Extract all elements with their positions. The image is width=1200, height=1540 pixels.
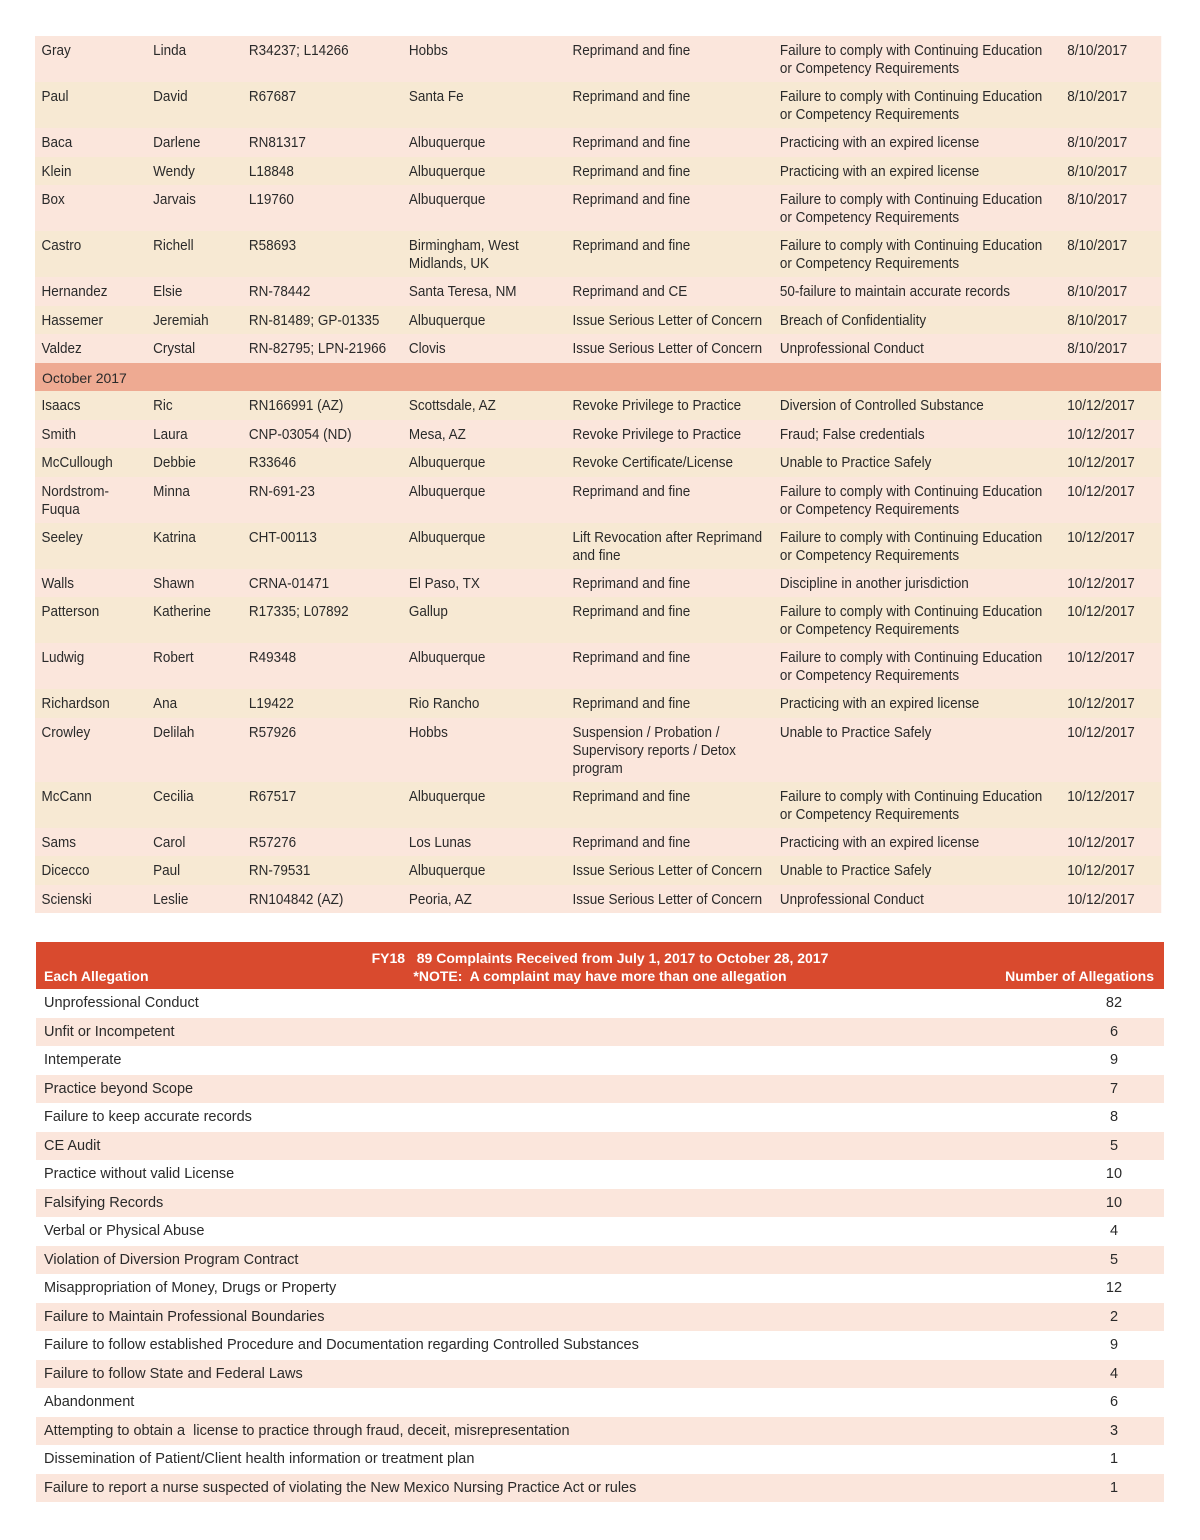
table-row — [35, 420, 1161, 449]
cell-license: RN-81489; GP-01335 — [248, 312, 380, 329]
cell-last: Dicecco — [41, 863, 90, 879]
cell-reason: Unable to Practice Safely — [779, 455, 932, 471]
allegation-row — [36, 1103, 1164, 1132]
cell-action: Revoke Privilege to Practice — [572, 398, 742, 414]
cell-first: David — [153, 89, 188, 105]
cell-first: Katherine — [153, 604, 211, 620]
cell-first: Shawn — [153, 575, 195, 592]
allegation-row — [36, 989, 1164, 1018]
cell-action: Reprimand and fine — [572, 604, 691, 620]
cell-first: Wendy — [153, 163, 195, 180]
cell-date: 10/12/2017 — [1067, 891, 1135, 908]
table-row — [35, 523, 1161, 569]
allegation-label: Falsifying Records — [44, 1194, 164, 1211]
cell-reason: Unable to Practice Safely — [779, 863, 932, 879]
cell-action: Reprimand and fine — [572, 135, 691, 151]
cell-last: Sams — [41, 834, 76, 851]
allegation-label: Unprofessional Conduct — [44, 995, 199, 1012]
cell-first: Paul — [153, 863, 181, 879]
cell-last: Hernandez — [41, 284, 108, 300]
month-header-row: October 2017 — [35, 363, 1161, 392]
allegations-table — [36, 942, 1164, 1502]
cell-date: 8/10/2017 — [1067, 238, 1128, 254]
allegation-label: Intemperate — [44, 1052, 122, 1069]
cell-license: L18848 — [248, 163, 294, 180]
allegation-count: 12 — [1105, 1280, 1123, 1297]
table-row — [35, 597, 1161, 643]
cell-license: RN-691-23 — [248, 483, 315, 500]
cell-date: 10/12/2017 — [1067, 483, 1135, 500]
cell-first: Ana — [153, 696, 178, 712]
cell-license: R57926 — [248, 724, 297, 741]
cell-last: Hassemer — [41, 312, 103, 329]
allegation-label: Misappropriation of Money, Drugs or Property — [44, 1280, 337, 1297]
cell-action: Issue Serious Letter of Concern — [572, 341, 763, 357]
cell-last: Richardson — [41, 696, 110, 712]
cell-last: Castro — [41, 238, 82, 254]
cell-first: Jarvais — [153, 192, 196, 208]
cell-date: 10/12/2017 — [1067, 834, 1135, 851]
table-row — [35, 885, 1161, 914]
table-row — [35, 334, 1161, 363]
allegation-count: 10 — [1105, 1194, 1123, 1211]
cell-city: Albuquerque — [408, 163, 486, 180]
cell-date: 8/10/2017 — [1067, 89, 1128, 105]
cell-first: Laura — [153, 426, 188, 443]
allegation-count: 6 — [1109, 1394, 1119, 1411]
cell-last: Gray — [41, 43, 71, 59]
cell-city: Hobbs — [408, 43, 448, 59]
cell-action: Reprimand and fine — [572, 696, 691, 712]
allegation-label: Practice without valid License — [44, 1166, 235, 1183]
cell-date: 10/12/2017 — [1067, 529, 1135, 546]
table-row — [35, 36, 1161, 82]
cell-action: Reprimand and fine — [572, 650, 691, 666]
cell-license: RN166991 (AZ) — [248, 398, 344, 414]
cell-city: Albuquerque — [408, 455, 486, 471]
cell-date: 8/10/2017 — [1067, 284, 1128, 300]
cell-first: Katrina — [153, 529, 196, 546]
allegation-label: Failure to Maintain Professional Boundaries — [44, 1308, 325, 1325]
cell-city: Clovis — [408, 341, 446, 357]
allegation-count: 4 — [1109, 1365, 1119, 1382]
cell-action: Issue Serious Letter of Concern — [572, 863, 763, 879]
allegation-label: Verbal or Physical Abuse — [44, 1223, 205, 1240]
cell-city: Los Lunas — [408, 834, 472, 851]
cell-last: Seeley — [41, 529, 83, 546]
cell-city: Peoria, AZ — [408, 891, 472, 908]
disciplinary-actions-table — [35, 36, 1161, 913]
cell-reason: Unprofessional Conduct — [779, 891, 924, 908]
allegation-row — [36, 1189, 1164, 1218]
cell-reason: Practicing with an expired license — [779, 696, 980, 712]
allegation-row — [36, 1274, 1164, 1303]
allegation-count: 3 — [1109, 1422, 1119, 1439]
cell-city: Albuquerque — [408, 135, 486, 151]
cell-date: 10/12/2017 — [1067, 575, 1135, 592]
table-row — [35, 718, 1161, 782]
cell-city: Scottsdale, AZ — [408, 398, 496, 414]
cell-license: CRNA-01471 — [248, 575, 330, 592]
allegation-count: 7 — [1109, 1080, 1119, 1097]
allegation-label: Abandonment — [44, 1394, 135, 1411]
cell-city: Hobbs — [408, 724, 448, 741]
cell-license: L19760 — [248, 192, 294, 208]
allegation-label: Violation of Diversion Program Contract — [44, 1251, 299, 1268]
cell-reason: Failure to comply with Continuing Education or Competency Requirements — [779, 192, 1043, 226]
allegations-header-title-line2: *NOTE: A complaint may have more than one allegation — [413, 968, 787, 984]
table-row — [35, 82, 1161, 128]
cell-last: Ludwig — [41, 650, 85, 666]
allegation-row — [36, 1445, 1164, 1474]
cell-action: Reprimand and fine — [572, 483, 691, 500]
allegation-count: 4 — [1109, 1223, 1119, 1240]
cell-date: 8/10/2017 — [1067, 192, 1128, 208]
cell-first: Delilah — [153, 724, 195, 741]
cell-last: Smith — [41, 426, 76, 443]
cell-action: Suspension / Probation / Supervisory reports / Detox program — [572, 724, 736, 777]
cell-last: Crowley — [41, 724, 91, 741]
allegation-row — [36, 1160, 1164, 1189]
cell-reason: Failure to comply with Continuing Education or Competency Requirements — [779, 604, 1043, 638]
allegation-row — [36, 1075, 1164, 1104]
cell-reason: Unprofessional Conduct — [779, 341, 924, 357]
cell-reason: Failure to comply with Continuing Education or Competency Requirements — [779, 238, 1043, 272]
cell-license: RN-82795; LPN-21966 — [248, 341, 387, 357]
cell-last: Klein — [41, 163, 72, 180]
cell-license: CHT-00113 — [248, 529, 317, 546]
cell-date: 10/12/2017 — [1067, 604, 1135, 620]
cell-action: Revoke Privilege to Practice — [572, 426, 742, 443]
allegation-row — [36, 1246, 1164, 1275]
cell-first: Robert — [153, 650, 194, 666]
cell-license: R49348 — [248, 650, 297, 666]
cell-reason: Diversion of Controlled Substance — [779, 398, 984, 414]
cell-city: Albuquerque — [408, 863, 486, 879]
cell-last: McCullough — [41, 455, 113, 471]
cell-last: Scienski — [41, 891, 92, 908]
cell-action: Revoke Certificate/License — [572, 455, 733, 471]
cell-license: RN-79531 — [248, 863, 311, 879]
allegation-count: 6 — [1109, 1023, 1119, 1040]
cell-last: Paul — [41, 89, 69, 105]
cell-action: Reprimand and fine — [572, 89, 691, 105]
allegation-label: Failure to report a nurse suspected of violating the New Mexico Nursing Practice Act or rules — [44, 1479, 637, 1496]
cell-last: McCann — [41, 788, 92, 805]
allegation-count: 1 — [1109, 1451, 1119, 1468]
cell-date: 8/10/2017 — [1067, 341, 1128, 357]
cell-license: RN-78442 — [248, 284, 311, 300]
cell-city: Albuquerque — [408, 192, 486, 208]
cell-date: 10/12/2017 — [1067, 788, 1135, 805]
allegation-label: Unfit or Incompetent — [44, 1023, 175, 1040]
allegation-row — [36, 1360, 1164, 1389]
cell-last: Valdez — [41, 341, 82, 357]
cell-license: R33646 — [248, 455, 297, 471]
cell-action: Reprimand and fine — [572, 192, 691, 208]
cell-city: Albuquerque — [408, 529, 486, 546]
table-row — [35, 828, 1161, 857]
cell-city: Mesa, AZ — [408, 426, 466, 443]
allegation-label: Failure to keep accurate records — [44, 1109, 252, 1126]
table-row — [35, 569, 1161, 598]
cell-action: Lift Revocation after Reprimand and fine — [572, 529, 763, 564]
cell-reason: Unable to Practice Safely — [779, 724, 932, 741]
cell-date: 10/12/2017 — [1067, 455, 1135, 471]
cell-reason: Failure to comply with Continuing Education or Competency Requirements — [779, 788, 1043, 823]
allegations-header-title-line1: FY18 89 Complaints Received from July 1, 2017 to October 28, 2017 — [371, 950, 829, 966]
cell-date: 8/10/2017 — [1067, 312, 1128, 329]
allegation-label: Failure to follow established Procedure and Documentation regarding Controlled Substances — [44, 1337, 639, 1354]
allegations-header-left: Each Allegation — [44, 968, 149, 984]
cell-license: RN104842 (AZ) — [248, 891, 344, 908]
table-row — [35, 856, 1161, 885]
cell-license: R34237; L14266 — [248, 43, 349, 59]
cell-license: R67517 — [248, 788, 297, 805]
allegation-row — [36, 1303, 1164, 1332]
cell-action: Reprimand and fine — [572, 43, 691, 59]
allegation-row — [36, 1331, 1164, 1360]
allegation-count: 9 — [1109, 1337, 1119, 1354]
table-row — [35, 306, 1161, 335]
allegation-count: 5 — [1109, 1251, 1119, 1268]
cell-city: Albuquerque — [408, 788, 486, 805]
cell-last: Walls — [41, 575, 74, 592]
allegations-body — [36, 989, 1164, 1502]
allegation-row — [36, 1388, 1164, 1417]
table-row — [35, 185, 1161, 231]
cell-first: Linda — [153, 43, 187, 59]
table-row — [35, 643, 1161, 689]
cell-last: Baca — [41, 135, 73, 151]
cell-first: Elsie — [153, 284, 183, 300]
cell-first: Debbie — [153, 455, 196, 471]
cell-license: CNP-03054 (ND) — [248, 426, 352, 443]
cell-first: Crystal — [153, 341, 196, 357]
allegations-header — [36, 942, 1164, 989]
cell-action: Reprimand and fine — [572, 238, 691, 254]
cell-reason: Failure to comply with Continuing Education or Competency Requirements — [779, 650, 1043, 684]
cell-date: 8/10/2017 — [1067, 135, 1128, 151]
table-row — [35, 782, 1161, 828]
allegation-count: 2 — [1109, 1308, 1119, 1325]
table-row — [35, 277, 1161, 306]
allegation-count: 5 — [1109, 1137, 1119, 1154]
cell-reason: Practicing with an expired license — [779, 163, 980, 180]
allegations-header-title — [36, 949, 1164, 985]
table-row — [35, 448, 1161, 477]
cell-city: Santa Teresa, NM — [408, 284, 517, 300]
cell-reason: Breach of Confidentiality — [779, 312, 927, 329]
cell-action: Issue Serious Letter of Concern — [572, 891, 763, 908]
table-row — [35, 231, 1161, 277]
cell-first: Minna — [153, 483, 190, 500]
table-row — [35, 391, 1161, 420]
cell-reason: Failure to comply with Continuing Education or Competency Requirements — [779, 89, 1043, 123]
cell-city: Rio Rancho — [408, 696, 480, 712]
cell-reason: Practicing with an expired license — [779, 834, 980, 851]
allegation-count: 82 — [1105, 995, 1123, 1012]
allegation-label: Practice beyond Scope — [44, 1080, 194, 1097]
cell-reason: Failure to comply with Continuing Education or Competency Requirements — [779, 529, 1043, 564]
cell-date: 10/12/2017 — [1067, 863, 1135, 879]
cell-city: Albuquerque — [408, 650, 486, 666]
cell-city: Birmingham, West Midlands, UK — [408, 238, 519, 272]
allegation-row — [36, 1046, 1164, 1075]
cell-reason: Failure to comply with Continuing Education or Competency Requirements — [779, 43, 1043, 77]
cell-action: Reprimand and fine — [572, 163, 691, 180]
cell-license: R17335; L07892 — [248, 604, 349, 620]
allegation-row — [36, 1018, 1164, 1047]
cell-action: Reprimand and fine — [572, 788, 691, 805]
cell-first: Jeremiah — [153, 312, 209, 329]
cell-action: Issue Serious Letter of Concern — [572, 312, 763, 329]
cell-city: El Paso, TX — [408, 575, 480, 592]
allegation-count: 9 — [1109, 1052, 1119, 1069]
cell-license: R67687 — [248, 89, 297, 105]
cell-date: 10/12/2017 — [1067, 650, 1135, 666]
allegation-row — [36, 1132, 1164, 1161]
allegation-count: 10 — [1105, 1166, 1123, 1183]
cell-city: Gallup — [408, 604, 448, 620]
cell-first: Leslie — [153, 891, 189, 908]
cell-reason: 50-failure to maintain accurate records — [779, 284, 1011, 300]
cell-reason: Fraud; False credentials — [779, 426, 925, 443]
table-row — [35, 689, 1161, 718]
cell-action: Reprimand and CE — [572, 284, 688, 300]
cell-first: Darlene — [153, 135, 201, 151]
allegation-row — [36, 1474, 1164, 1503]
allegation-label: CE Audit — [44, 1137, 101, 1154]
cell-license: L19422 — [248, 696, 294, 712]
table-row — [35, 477, 1161, 523]
cell-last: Box — [41, 192, 65, 208]
cell-reason: Practicing with an expired license — [779, 135, 980, 151]
cell-date: 8/10/2017 — [1067, 163, 1128, 180]
cell-first: Carol — [153, 834, 186, 851]
allegation-row — [36, 1417, 1164, 1446]
cell-city: Santa Fe — [408, 89, 464, 105]
cell-last: Isaacs — [41, 398, 81, 414]
cell-city: Albuquerque — [408, 312, 486, 329]
cell-date: 8/10/2017 — [1067, 43, 1128, 59]
table-row — [35, 157, 1161, 186]
cell-first: Ric — [153, 398, 173, 414]
table-row — [35, 128, 1161, 157]
cell-action: Reprimand and fine — [572, 575, 691, 592]
allegations-header-right: Number of Allegations — [1005, 968, 1154, 984]
cell-date: 10/12/2017 — [1067, 426, 1135, 443]
allegation-row — [36, 1217, 1164, 1246]
cell-last: Nordstrom-Fuqua — [41, 483, 109, 518]
allegation-count: 1 — [1109, 1479, 1119, 1496]
allegation-label: Dissemination of Patient/Client health information or treatment plan — [44, 1451, 475, 1468]
cell-date: 10/12/2017 — [1067, 398, 1135, 414]
cell-license: RN81317 — [248, 135, 306, 151]
allegation-label: Failure to follow State and Federal Laws — [44, 1365, 303, 1382]
cell-action: Reprimand and fine — [572, 834, 691, 851]
allegation-count: 8 — [1109, 1109, 1119, 1126]
cell-date: 10/12/2017 — [1067, 724, 1135, 741]
cell-license: R58693 — [248, 238, 297, 254]
cell-first: Richell — [153, 238, 194, 254]
cell-city: Albuquerque — [408, 483, 486, 500]
cell-first: Cecilia — [153, 788, 194, 805]
cell-reason: Discipline in another jurisdiction — [779, 575, 969, 592]
cell-reason: Failure to comply with Continuing Education or Competency Requirements — [779, 483, 1043, 518]
cell-last: Patterson — [41, 604, 100, 620]
allegation-label: Attempting to obtain a license to practice through fraud, deceit, misrepresentation — [44, 1422, 570, 1439]
cell-date: 10/12/2017 — [1067, 696, 1135, 712]
cell-license: R57276 — [248, 834, 297, 851]
